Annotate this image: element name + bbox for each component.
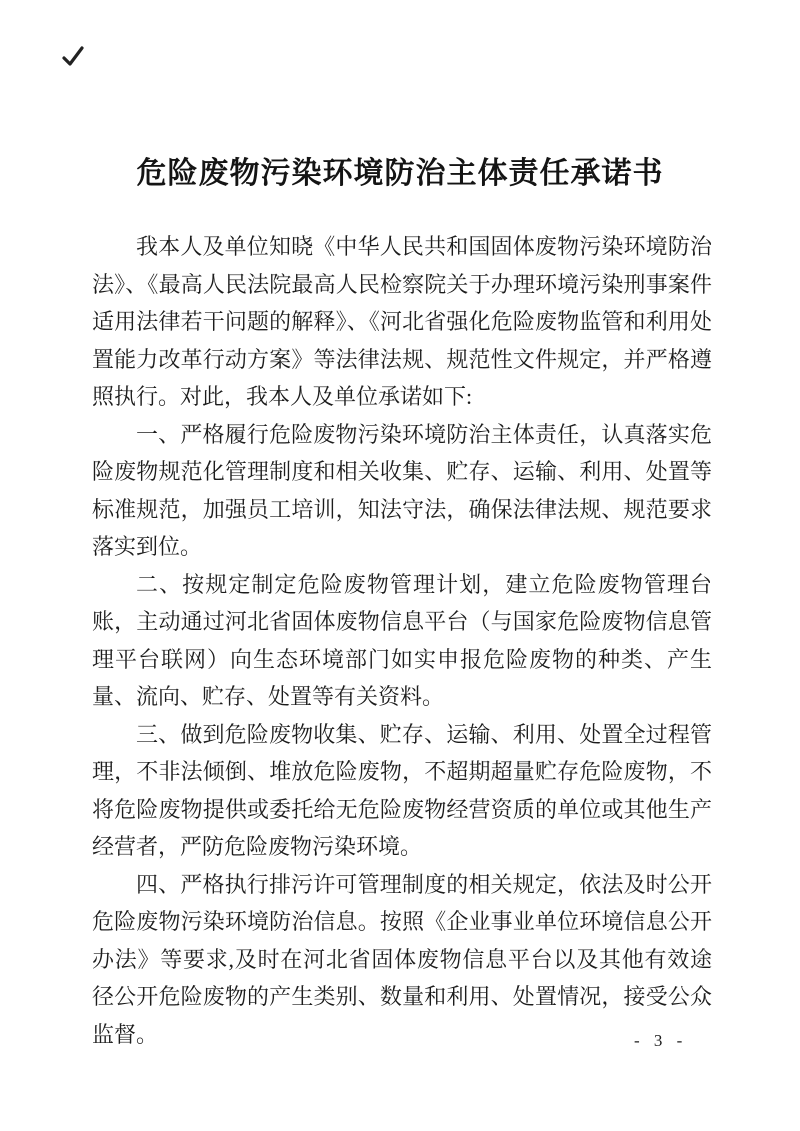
paragraph-item-1: 一、严格履行危险废物污染环境防治主体责任，认真落实危险废物规范化管理制度和相关收集、贮存、运输、利用、处置等标准规范，加强员工培训，知法守法，确保法律法规、规范要求落实到位。 <box>92 421 712 559</box>
paragraph-intro: 我本人及单位知晓《中华人民共和国固体废物污染环境防治法》、《最高人民法院最高人民检察院关于办理环境污染刑事案件适用法律若干问题的解释》、《河北省强化危险废物监管和利用处置能力改革行动方案》等法律法规、规范性文件规定，并严格遵照执行。对此，我本人及单位承诺如下: <box>92 234 712 409</box>
document-body <box>92 228 712 1053</box>
paragraph-item-4: 四、严格执行排污许可管理制度的相关规定，依法及时公开危险废物污染环境防治信息。按照《企业事业单位环境信息公开办法》等要求,及时在河北省固体废物信息平台以及其他有效途径公开危险废物的产生类别、数量和利用、处置情况，接受公众监督。 <box>92 871 712 1047</box>
page-number: - 3 - <box>634 1031 688 1050</box>
ink-smudge-icon <box>60 44 86 70</box>
paragraph-item-2: 二、按规定制定危险废物管理计划，建立危险废物管理台账，主动通过河北省固体废物信息平台（与国家危险废物信息管理平台联网）向生态环境部门如实申报危险废物的种类、产生量、流向、贮存、处置等有关资料。 <box>92 571 712 709</box>
page-title: 危险废物污染环境防治主体责任承诺书 <box>136 157 664 190</box>
paragraph-item-3: 三、做到危险废物收集、贮存、运输、利用、处置全过程管理，不非法倾倒、堆放危险废物，不超期超量贮存危险废物，不将危险废物提供或委托给无危险废物经营资质的单位或其他生产经营者，严防危险废物污染环境。 <box>92 721 712 859</box>
